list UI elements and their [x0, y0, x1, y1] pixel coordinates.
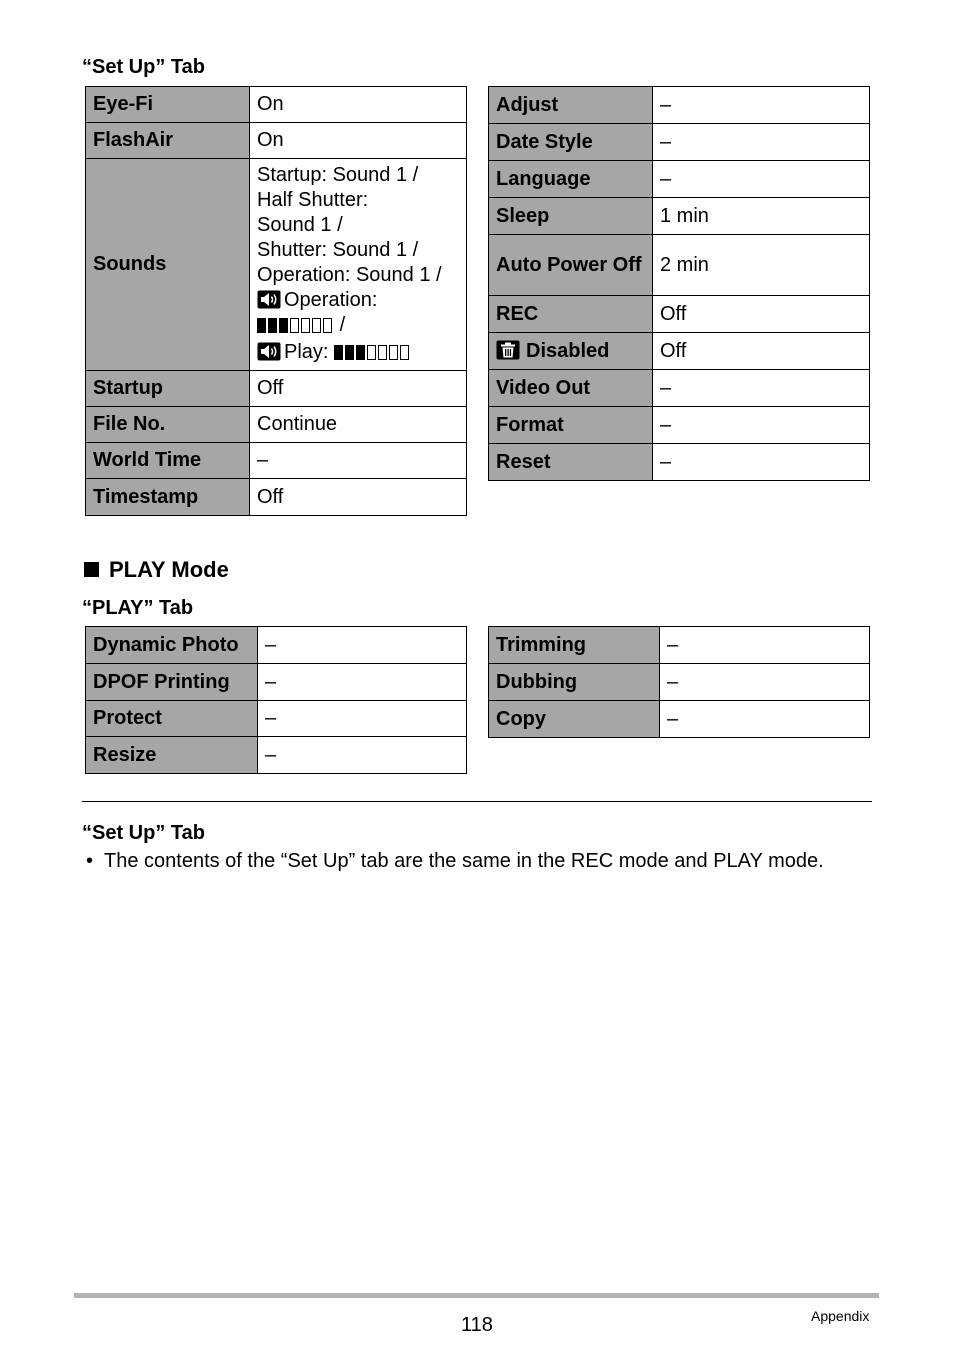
volume-bars-icon: [257, 315, 334, 340]
table-row: [86, 664, 467, 701]
play-left-table: [85, 626, 467, 774]
table-row: [489, 124, 870, 161]
sounds-value: [250, 159, 467, 371]
row-label: Protect: [86, 701, 258, 737]
setup-right-table: [488, 86, 870, 481]
row-label: World Time: [86, 443, 250, 479]
row-value: –: [258, 627, 467, 664]
row-value: –: [250, 443, 467, 479]
row-label: Sounds: [86, 159, 250, 371]
row-value: –: [660, 627, 870, 664]
setup-left-table: [85, 86, 467, 516]
speaker-icon: [257, 290, 281, 309]
table-row: [489, 198, 870, 235]
note-heading: “Set Up” Tab: [82, 822, 205, 844]
row-value: –: [653, 161, 870, 198]
row-value: –: [653, 407, 870, 444]
table-row: [489, 235, 870, 296]
row-label: Language: [489, 161, 653, 198]
row-value: Continue: [250, 407, 467, 443]
row-value: Off: [250, 371, 467, 407]
bullet-icon: •: [86, 850, 94, 872]
row-value: –: [660, 701, 870, 738]
volume-bars-icon: [334, 342, 411, 367]
speaker-icon: [257, 342, 281, 361]
sounds-line: Startup: Sound 1 /: [257, 163, 419, 186]
row-value: –: [653, 124, 870, 161]
table-row: [86, 159, 467, 371]
note-item: [86, 849, 824, 873]
table-row: [489, 296, 870, 333]
sounds-line-text: Operation:: [284, 288, 378, 311]
table-row: [86, 737, 467, 774]
row-value: 1 min: [653, 198, 870, 235]
row-label: [489, 333, 653, 370]
row-label: Startup: [86, 371, 250, 407]
table-row: [489, 161, 870, 198]
row-value: On: [250, 123, 467, 159]
row-label: Timestamp: [86, 479, 250, 516]
table-row: [86, 371, 467, 407]
table-row: [86, 123, 467, 159]
row-value: 2 min: [653, 235, 870, 296]
table-row: [86, 87, 467, 123]
row-label: Copy: [489, 701, 660, 738]
row-label: Date Style: [489, 124, 653, 161]
row-value: –: [653, 87, 870, 124]
table-row: [489, 333, 870, 370]
row-label: Dubbing: [489, 664, 660, 701]
sounds-line: [257, 313, 459, 340]
row-label: File No.: [86, 407, 250, 443]
table-row: [86, 627, 467, 664]
row-label: REC: [489, 296, 653, 333]
row-label: Reset: [489, 444, 653, 481]
play-tab-heading: “PLAY” Tab: [82, 597, 194, 619]
sounds-line: [257, 288, 459, 313]
row-label: Video Out: [489, 370, 653, 407]
sounds-line-text: /: [339, 313, 346, 336]
table-row: [489, 87, 870, 124]
row-value: Off: [653, 296, 870, 333]
table-row: [489, 370, 870, 407]
play-mode-heading-text: PLAY Mode: [109, 557, 229, 582]
sounds-line-text: Play:: [284, 340, 329, 363]
row-label-text: Disabled: [526, 339, 610, 362]
row-value: –: [653, 444, 870, 481]
play-right-table: [488, 626, 870, 738]
row-value: –: [660, 664, 870, 701]
row-value: On: [250, 87, 467, 123]
row-label: Format: [489, 407, 653, 444]
sounds-line: Shutter: Sound 1 /: [257, 238, 419, 261]
row-label: Auto Power Off: [489, 235, 653, 296]
note-text: The contents of the “Set Up” tab are the same in the REC mode and PLAY mode.: [104, 850, 824, 872]
play-mode-heading: [84, 557, 229, 583]
trash-icon: [496, 340, 520, 360]
table-row: [86, 479, 467, 516]
sounds-line: Sound 1 /: [257, 213, 343, 236]
row-value: –: [258, 664, 467, 701]
table-row: [489, 444, 870, 481]
footer-rule: [74, 1293, 879, 1298]
sounds-line: Half Shutter:: [257, 188, 369, 211]
table-row: [86, 701, 467, 737]
row-label: DPOF Printing: [86, 664, 258, 701]
row-value: –: [258, 701, 467, 737]
setup-tab-heading: “Set Up” Tab: [82, 56, 205, 78]
row-label: Sleep: [489, 198, 653, 235]
row-value: –: [258, 737, 467, 774]
table-row: [489, 627, 870, 664]
section-divider: [82, 801, 872, 802]
row-value: Off: [653, 333, 870, 370]
row-label: Eye-Fi: [86, 87, 250, 123]
table-row: [86, 407, 467, 443]
square-bullet-icon: [84, 562, 99, 577]
row-label: FlashAir: [86, 123, 250, 159]
table-row: [489, 407, 870, 444]
sounds-line: Operation: Sound 1 /: [257, 263, 442, 286]
section-name: Appendix: [811, 1308, 870, 1324]
table-row: [489, 701, 870, 738]
sounds-line: [257, 340, 459, 367]
table-row: [86, 443, 467, 479]
row-value: Off: [250, 479, 467, 516]
table-row: [489, 664, 870, 701]
row-value: –: [653, 370, 870, 407]
row-label: Adjust: [489, 87, 653, 124]
row-label: Dynamic Photo: [86, 627, 258, 664]
page-number: 118: [461, 1314, 493, 1336]
row-label: Trimming: [489, 627, 660, 664]
row-label: Resize: [86, 737, 258, 774]
